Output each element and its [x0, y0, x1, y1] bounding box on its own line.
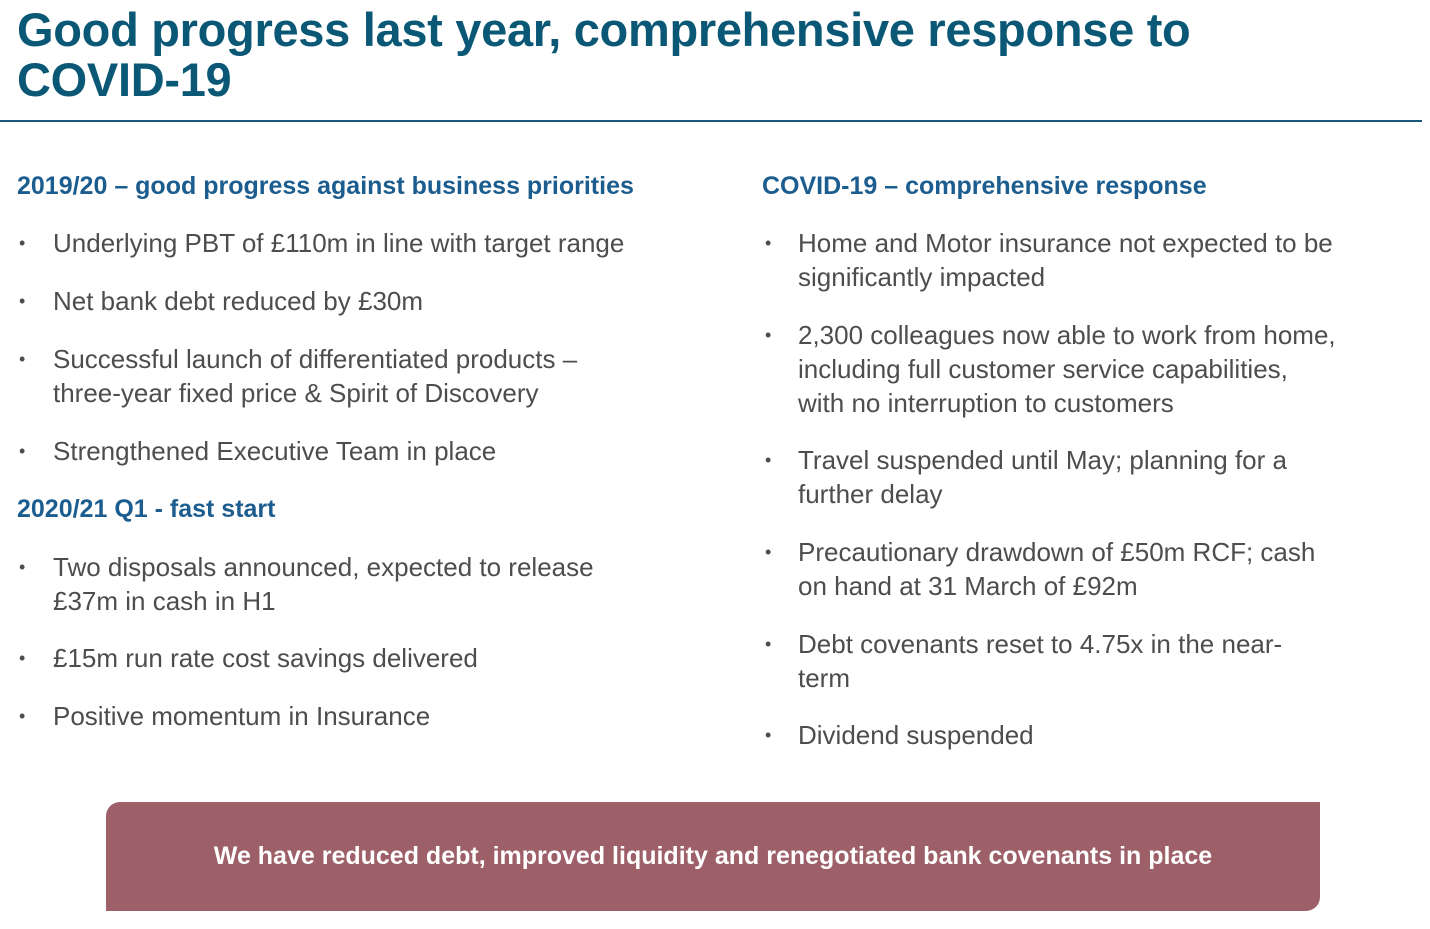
- list-item: [798, 718, 1034, 752]
- list-item-text: Dividend suspended: [798, 720, 1034, 750]
- summary-banner: [106, 802, 1320, 911]
- bullet-icon: [19, 226, 29, 260]
- list-item-text: Strengthened Executive Team in place: [53, 436, 497, 466]
- bullet-icon: [765, 535, 775, 569]
- list-item-text: further delay: [798, 479, 943, 509]
- list-item-text: term: [798, 663, 850, 693]
- slide-title: [17, 5, 1190, 105]
- list-item-text: with no interruption to customers: [798, 388, 1174, 418]
- list-item-text: including full customer service capabilities,: [798, 354, 1288, 384]
- list-item-text: three-year fixed price & Spirit of Discovery: [53, 378, 539, 408]
- list-item: [53, 434, 496, 468]
- title-divider: [0, 120, 1422, 122]
- list-item: [798, 443, 1287, 511]
- slide-title-line: COVID-19: [17, 53, 232, 106]
- bullet-icon: [765, 718, 775, 752]
- slide-title-line: Good progress last year, comprehensive response to: [17, 3, 1191, 56]
- list-item: [53, 699, 430, 733]
- list-item-text: 2,300 colleagues now able to work from home,: [798, 320, 1336, 350]
- list-item-text: £37m in cash in H1: [53, 586, 276, 616]
- summary-banner-text: We have reduced debt, improved liquidity and renegotiated bank covenants in place: [213, 842, 1213, 870]
- list-item-text: Precautionary drawdown of £50m RCF; cash: [798, 537, 1316, 567]
- bullet-icon: [19, 434, 29, 468]
- bullet-icon: [765, 226, 775, 260]
- list-item-text: Successful launch of differentiated products –: [53, 344, 578, 374]
- list-item-text: £15m run rate cost savings delivered: [53, 643, 478, 673]
- list-item-text: on hand at 31 March of £92m: [798, 571, 1138, 601]
- list-item-text: Two disposals announced, expected to release: [53, 552, 594, 582]
- bullet-icon: [19, 699, 29, 733]
- bullet-icon: [765, 443, 775, 477]
- list-item-text: Underlying PBT of £110m in line with target range: [53, 228, 625, 258]
- list-item: [798, 627, 1282, 695]
- bullet-icon: [765, 318, 775, 352]
- bullet-icon: [19, 550, 29, 584]
- section-heading-2020-21-q1: 2020/21 Q1 - fast start: [17, 495, 276, 523]
- list-item-text: Positive momentum in Insurance: [53, 701, 431, 731]
- list-item: [53, 641, 478, 675]
- bullet-icon: [19, 342, 29, 376]
- list-item-text: Debt covenants reset to 4.75x in the near-: [798, 629, 1283, 659]
- list-item: [53, 342, 577, 410]
- list-item: [798, 226, 1333, 294]
- list-item-text: Net bank debt reduced by £30m: [53, 286, 424, 316]
- bullet-icon: [765, 627, 775, 661]
- section-heading-covid-19: COVID-19 – comprehensive response: [762, 172, 1207, 200]
- bullet-icon: [19, 284, 29, 318]
- list-item: [53, 284, 423, 318]
- list-item: [798, 535, 1315, 603]
- list-item: [53, 550, 594, 618]
- list-item-text: Home and Motor insurance not expected to be: [798, 228, 1333, 258]
- list-item: [798, 318, 1336, 420]
- list-item-text: Travel suspended until May; planning for a: [798, 445, 1287, 475]
- list-item: [53, 226, 624, 260]
- bullet-icon: [19, 641, 29, 675]
- section-heading-2019-20: 2019/20 – good progress against business priorities: [17, 172, 634, 200]
- list-item-text: significantly impacted: [798, 262, 1046, 292]
